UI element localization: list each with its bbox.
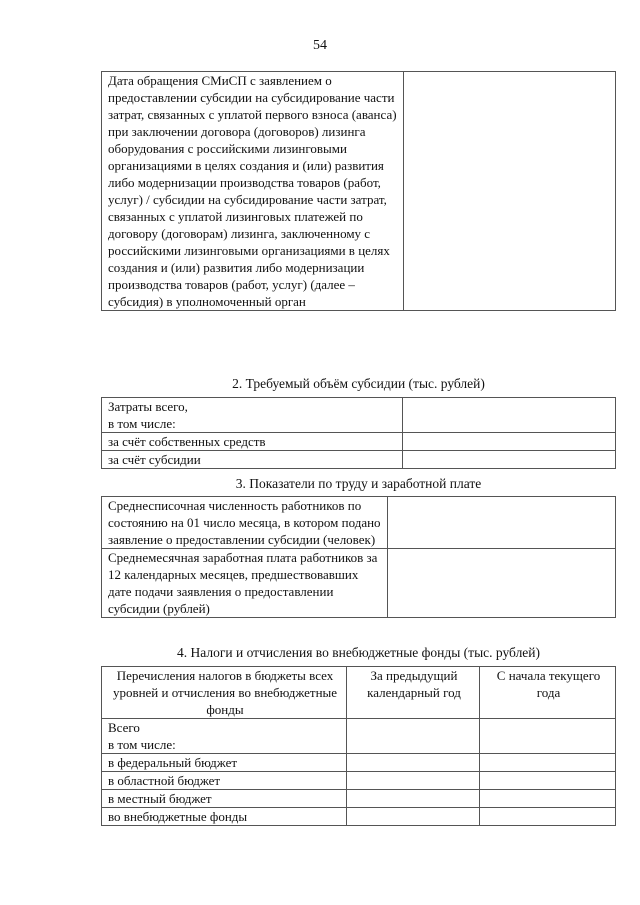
table-row [102, 549, 616, 618]
cell-previous-year[interactable] [347, 808, 480, 826]
total-costs-value[interactable] [403, 398, 616, 433]
table-row [102, 72, 616, 311]
regional-budget-label: в областной бюджет [102, 772, 347, 790]
application-date-table [101, 71, 616, 311]
local-budget-label: в местный бюджет [102, 790, 347, 808]
avg-salary-label: Среднемесячная заработная плата работников за 12 календарных месяцев, предшествовавших дате подачи заявления о предоставлении субсидии (рублей) [102, 549, 388, 618]
total-taxes-line2: в том числе: [108, 737, 176, 752]
cell-current-year[interactable] [480, 808, 616, 826]
cell-current-year[interactable] [480, 772, 616, 790]
section-2-title: 2. Требуемый объём субсидии (тыс. рублей) [232, 376, 485, 391]
header-current-year: С начала текущего года [480, 667, 616, 719]
extra-budget-funds-label: во внебюджетные фонды [102, 808, 347, 826]
section-4-title: 4. Налоги и отчисления во внебюджетные фонды (тыс. рублей) [176, 645, 541, 660]
header-payments: Перечисления налогов в бюджеты всех уровней и отчисления во внебюджетные фонды [102, 667, 347, 719]
table-row [102, 808, 616, 826]
table-row [102, 719, 616, 754]
total-taxes-line1: Всего [108, 720, 140, 735]
subsidy-funds-label: за счёт субсидии [102, 451, 403, 469]
table-row [102, 398, 616, 433]
cell-previous-year[interactable] [347, 772, 480, 790]
header-previous-year: За предыдущий календарный год [347, 667, 480, 719]
labor-table [101, 496, 616, 618]
cell-current-year[interactable] [480, 790, 616, 808]
page-number: 54 [313, 38, 327, 53]
cell-current-year[interactable] [480, 719, 616, 754]
headcount-value[interactable] [388, 497, 616, 549]
avg-salary-value[interactable] [388, 549, 616, 618]
headcount-label: Среднесписочная численность работников по состоянию на 01 число месяца, в котором подано заявление о предоставлении субсидии (человек) [102, 497, 388, 549]
application-date-value[interactable] [404, 72, 616, 311]
total-costs-line2: в том числе: [108, 416, 176, 431]
table-row [102, 433, 616, 451]
table-row [102, 497, 616, 549]
cell-current-year[interactable] [480, 754, 616, 772]
total-costs-label [102, 398, 403, 433]
section-3-title: 3. Показатели по труду и заработной плате [235, 476, 482, 491]
subsidy-volume-table [101, 397, 616, 469]
federal-budget-label: в федеральный бюджет [102, 754, 347, 772]
total-taxes-label [102, 719, 347, 754]
cell-previous-year[interactable] [347, 719, 480, 754]
taxes-table [101, 666, 616, 826]
own-funds-label: за счёт собственных средств [102, 433, 403, 451]
total-costs-line1: Затраты всего, [108, 399, 188, 414]
table-row [102, 754, 616, 772]
table-row [102, 790, 616, 808]
subsidy-funds-value[interactable] [403, 451, 616, 469]
table-header-row [102, 667, 616, 719]
table-row [102, 772, 616, 790]
cell-previous-year[interactable] [347, 754, 480, 772]
own-funds-value[interactable] [403, 433, 616, 451]
table-row [102, 451, 616, 469]
application-date-label: Дата обращения СМиСП с заявлением о предоставлении субсидии на субсидирование части затрат, связанных с уплатой первого взноса (аванса) при заключении договора (договоров) лизинга оборудования с российскими лизинговыми организациями в целях создания и (или) развития либо модернизации производства товаров (работ, услуг) / субсидии на субсидирование части затрат, связанных с уплатой лизинговых платежей по договору (договорам) лизинга, заключенному с российскими лизинговыми организациями в целях создания и (или) развития либо модернизации производства товаров (работ, услуг) (далее – субсидия) в уполномоченный орган [102, 72, 404, 311]
cell-previous-year[interactable] [347, 790, 480, 808]
